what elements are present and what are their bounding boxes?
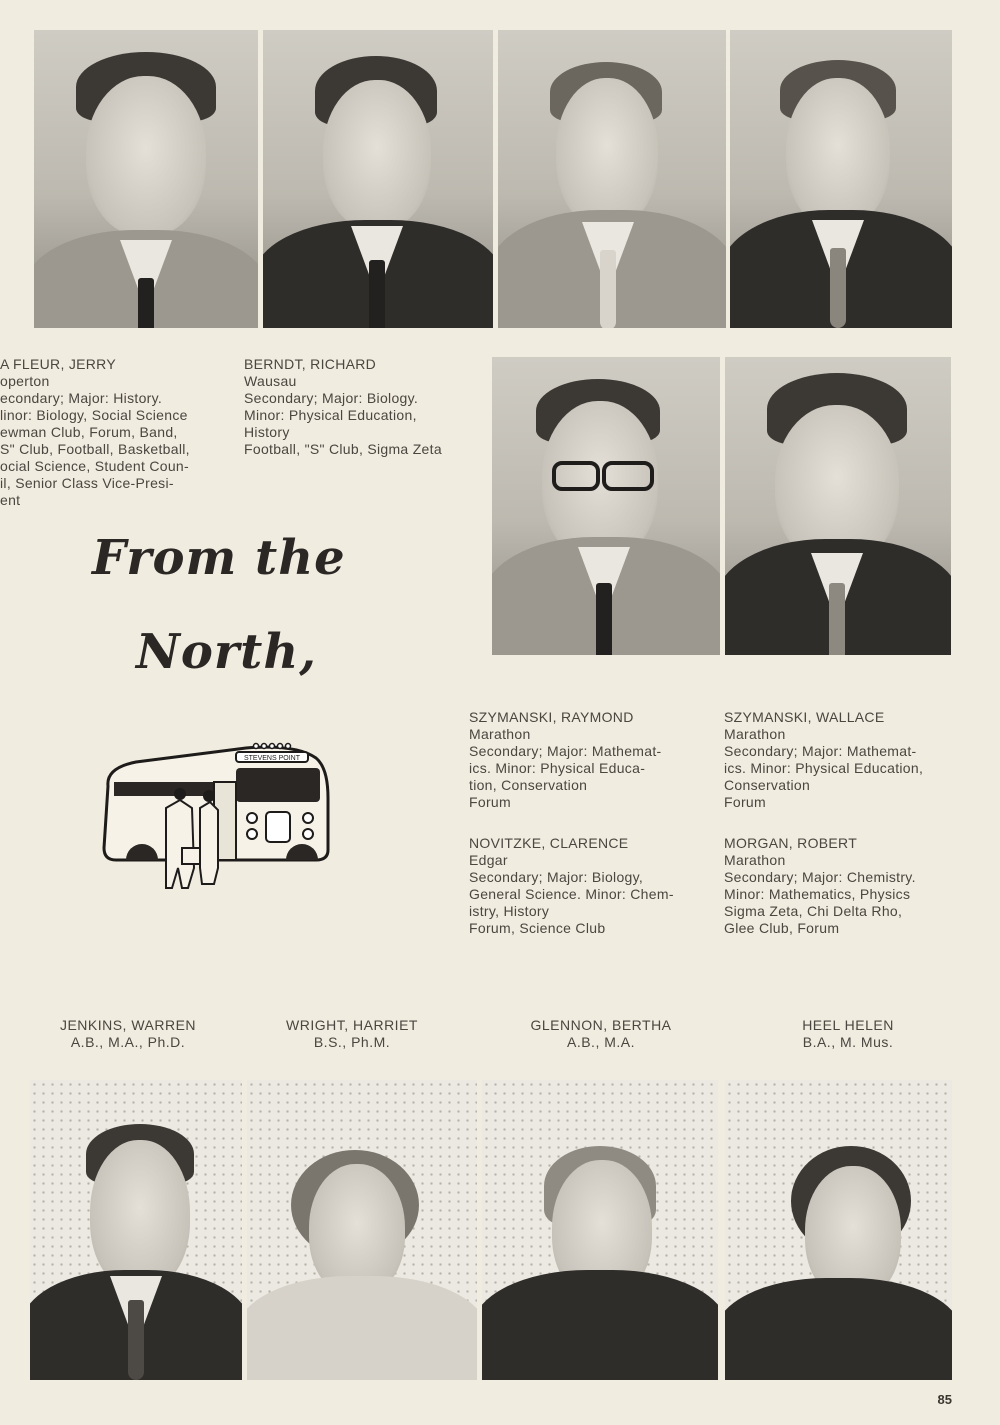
caption-line: istry, History [469, 903, 550, 919]
portrait-photo-2 [263, 30, 493, 328]
caption-line: il, Senior Class Vice-Presi- [0, 475, 174, 491]
student-name: BERNDT, RICHARD [244, 356, 377, 372]
caption-line: Forum, Science Club [469, 920, 606, 936]
student-name: SZYMANSKI, WALLACE [724, 709, 885, 725]
student-name: NOVITZKE, CLARENCE [469, 835, 629, 851]
heading-line-2: North, [136, 624, 317, 680]
caption-line: ics. Minor: Physical Educa- [469, 760, 646, 776]
faculty-caption-glennon [501, 1017, 701, 1051]
caption-line: Forum [469, 794, 511, 810]
portrait-photo-5 [492, 357, 720, 655]
caption-line: Secondary; Major: Biology, [469, 869, 644, 885]
bus-illustration [96, 738, 336, 898]
faculty-degrees: B.S., Ph.M. [313, 1034, 391, 1050]
faculty-caption-jenkins [28, 1017, 228, 1051]
student-caption-szymanski-raymond [469, 709, 697, 811]
caption-line: Forum [724, 794, 766, 810]
caption-line: econdary; Major: History. [0, 390, 163, 406]
faculty-photo-1 [30, 1080, 242, 1380]
student-caption-berndt [244, 356, 472, 458]
faculty-name: GLENNON, BERTHA [530, 1017, 672, 1033]
caption-line: tion, Conservation [469, 777, 588, 793]
caption-line: Secondary; Major: Biology. [244, 390, 419, 406]
faculty-name: HEEL HELEN [802, 1017, 894, 1033]
caption-line: General Science. Minor: Chem- [469, 886, 674, 902]
caption-line: Minor: Mathematics, Physics [724, 886, 911, 902]
portrait-photo-1 [34, 30, 258, 328]
caption-line: ics. Minor: Physical Education, [724, 760, 924, 776]
caption-line: Football, "S" Club, Sigma Zeta [244, 441, 442, 457]
caption-line: ocial Science, Student Coun- [0, 458, 189, 474]
caption-line: operton [0, 373, 50, 389]
student-caption-novitzke [469, 835, 697, 937]
caption-line: linor: Biology, Social Science [0, 407, 188, 423]
faculty-caption-wright [252, 1017, 452, 1051]
caption-line: Sigma Zeta, Chi Delta Rho, [724, 903, 903, 919]
caption-line: Marathon [724, 852, 786, 868]
portrait-photo-3 [498, 30, 726, 328]
student-caption-morgan [724, 835, 954, 937]
faculty-caption-heel [748, 1017, 948, 1051]
caption-line: Wausau [244, 373, 297, 389]
portrait-photo-6 [725, 357, 951, 655]
faculty-degrees: B.A., M. Mus. [802, 1034, 894, 1050]
page-number: 85 [937, 1392, 952, 1407]
student-caption-szymanski-wallace [724, 709, 954, 811]
student-name: SZYMANSKI, RAYMOND [469, 709, 634, 725]
caption-line: S" Club, Football, Basketball, [0, 441, 190, 457]
caption-line: ewman Club, Forum, Band, [0, 424, 178, 440]
caption-line: ent [0, 492, 21, 508]
caption-line: Secondary; Major: Mathemat- [724, 743, 917, 759]
caption-line: History [244, 424, 290, 440]
student-name: A FLEUR, JERRY [0, 356, 116, 372]
faculty-name: WRIGHT, HARRIET [286, 1017, 418, 1033]
caption-line: Marathon [724, 726, 786, 742]
caption-line: Secondary; Major: Mathemat- [469, 743, 662, 759]
caption-line: Conservation [724, 777, 811, 793]
faculty-photo-3 [482, 1080, 718, 1380]
caption-line: Secondary; Major: Chemistry. [724, 869, 916, 885]
bus-sign-text: STEVENS POINT [243, 755, 301, 762]
faculty-photo-2 [247, 1080, 477, 1380]
student-caption-lafleur [0, 356, 218, 509]
faculty-name: JENKINS, WARREN [59, 1017, 197, 1033]
caption-line: Marathon [469, 726, 531, 742]
portrait-photo-4 [730, 30, 952, 328]
faculty-degrees: A.B., M.A. [566, 1034, 635, 1050]
faculty-photo-4 [725, 1080, 952, 1380]
caption-line: Minor: Physical Education, [244, 407, 417, 423]
caption-line: Edgar [469, 852, 508, 868]
caption-line: Glee Club, Forum [724, 920, 840, 936]
student-name: MORGAN, ROBERT [724, 835, 858, 851]
faculty-degrees: A.B., M.A., Ph.D. [70, 1034, 186, 1050]
heading-line-1: From the [92, 530, 346, 586]
